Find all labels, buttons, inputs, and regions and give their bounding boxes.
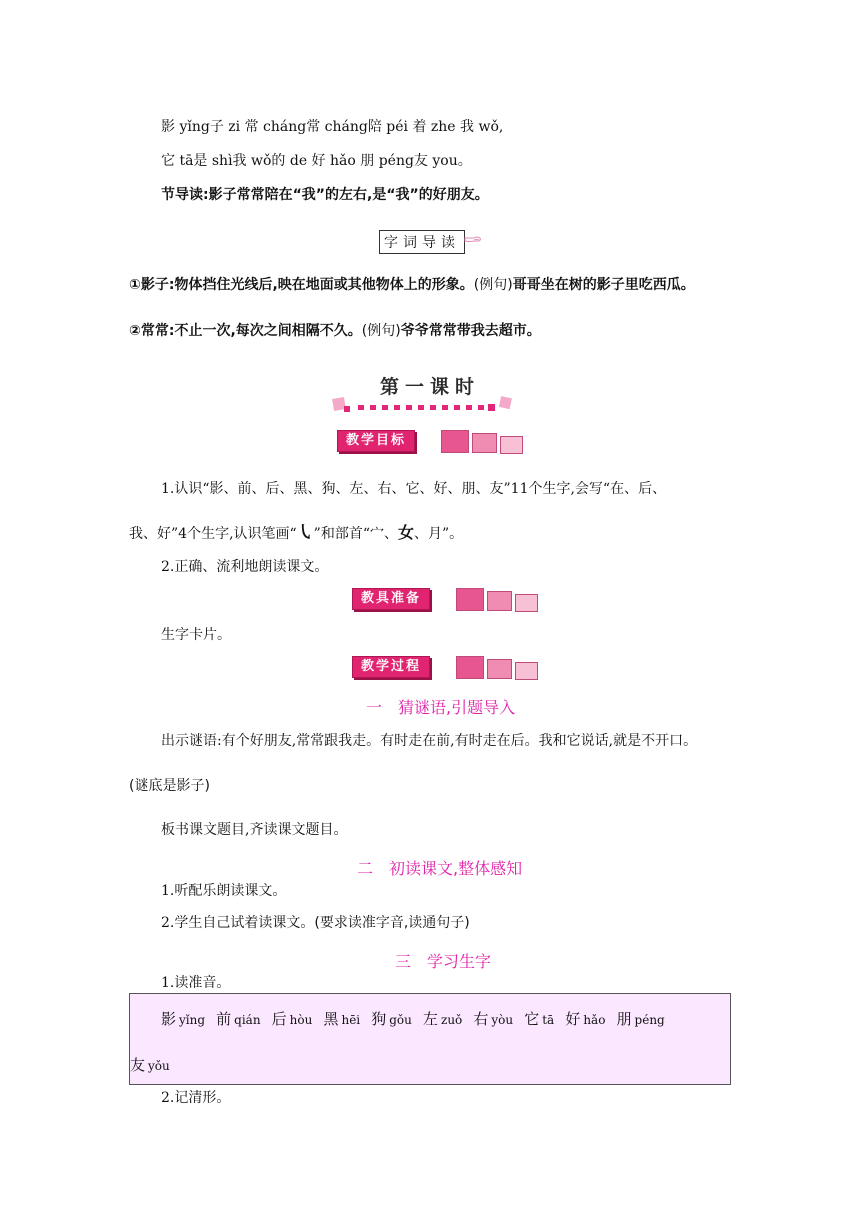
example-tag: (例句) (361, 323, 401, 339)
pointing-hand-icon (464, 233, 482, 245)
word-item-2-def: ②常常:不止一次,每次之间相隔不久。 (129, 323, 362, 339)
tag-teaching-tools (352, 588, 552, 610)
word-item-2-example: 爷爷常常带我去超市。 (400, 323, 541, 339)
char-item: 后 hòu (271, 1010, 313, 1028)
word-item-1-example: 哥哥坐在树的影子里吃西瓜。 (512, 277, 695, 293)
tools-text: 生字卡片。 (161, 627, 231, 643)
lesson-title-banner (330, 372, 530, 417)
tag-square (456, 656, 484, 679)
objective-1-line-2 (129, 524, 463, 543)
char-item: 好 hǎo (565, 1010, 606, 1028)
section-heading-1: 一 猜谜语,引题导入 (366, 698, 516, 717)
char-item: 朋 péng (616, 1010, 665, 1028)
read-sound-step: 1.读准音。 (161, 975, 231, 991)
tag-square (500, 436, 523, 454)
pinyin-character-box (129, 993, 731, 1085)
character-row-2 (130, 1054, 176, 1075)
char-item: 黑 hēi (323, 1010, 361, 1028)
step-2 (161, 914, 470, 932)
char-item: 友 yǒu (130, 1056, 170, 1074)
tag-square (456, 588, 484, 611)
riddle-answer: (谜底是影子) (129, 778, 210, 794)
character-row-1 (161, 1008, 665, 1029)
step-2-note: (要求读准字音,读通句子) (314, 915, 470, 931)
tag-label: 教学过程 (352, 656, 430, 678)
char-item: 影 yǐng (161, 1010, 206, 1028)
tag-square (515, 662, 538, 680)
board-text: 板书课文题目,齐读课文题目。 (161, 822, 348, 838)
char-item: 狗 gǒu (371, 1010, 412, 1028)
remember-shape-step: 2.记清形。 (161, 1090, 231, 1106)
tag-label: 教具准备 (352, 588, 430, 610)
tag-teaching-process (352, 656, 552, 678)
objective-1-text-b: ”和部首“宀、 (313, 526, 398, 542)
tag-square (487, 591, 512, 611)
word-item-1-def: ①影子:物体挡住光线后,映在地面或其他物体上的形象。 (129, 277, 474, 293)
tag-square (487, 659, 512, 679)
riddle-text: 出示谜语:有个好朋友,常常跟我走。有时走在前,有时走在后。我和它说话,就是不开口。 (161, 733, 698, 749)
poem-line-1: 影 yǐng子 zi 常 cháng常 cháng陪 péi 着 zhe 我 wǒ, (161, 119, 504, 135)
title-underline-decoration (330, 372, 530, 417)
stroke-glyph: ㇂ (296, 523, 314, 543)
word-guide-label: 字词导读 (379, 230, 465, 254)
word-item-1 (129, 276, 695, 294)
char-item: 右 yòu (473, 1010, 514, 1028)
tag-square (515, 594, 538, 612)
step-1: 1.听配乐朗读课文。 (161, 883, 287, 899)
word-item-2 (129, 322, 541, 340)
tag-square (472, 433, 497, 453)
example-tag: (例句) (473, 277, 513, 293)
char-item: 前 qián (216, 1010, 261, 1028)
section-guide: 节导读:影子常常陪在“我”的左右,是“我”的好朋友。 (161, 187, 489, 203)
objective-1-line-1: 1.认识“影、前、后、黑、狗、左、右、它、好、朋、友”11个生字,会写“在、后、 (161, 481, 667, 497)
lesson-title: 第一课时 (379, 376, 480, 398)
objective-2: 2.正确、流利地朗读课文。 (161, 559, 329, 575)
objective-1-text-a: 我、好”4个生字,认识笔画“ (129, 526, 297, 542)
tag-teaching-objectives (337, 430, 537, 452)
objective-1-text-c: 、月”。 (414, 526, 464, 542)
char-item: 它 tā (524, 1010, 555, 1028)
char-item: 左 zuǒ (422, 1010, 463, 1028)
step-2-text: 2.学生自己试着读课文。 (161, 915, 315, 931)
section-heading-3: 三 学习生字 (395, 952, 492, 971)
section-heading-2: 二 初读课文,整体感知 (357, 859, 523, 878)
radical-glyph: 女 (398, 523, 415, 542)
poem-line-2: 它 tā是 shì我 wǒ的 de 好 hǎo 朋 péng友 you。 (161, 153, 472, 169)
tag-label: 教学目标 (337, 430, 415, 452)
tag-square (441, 430, 469, 453)
